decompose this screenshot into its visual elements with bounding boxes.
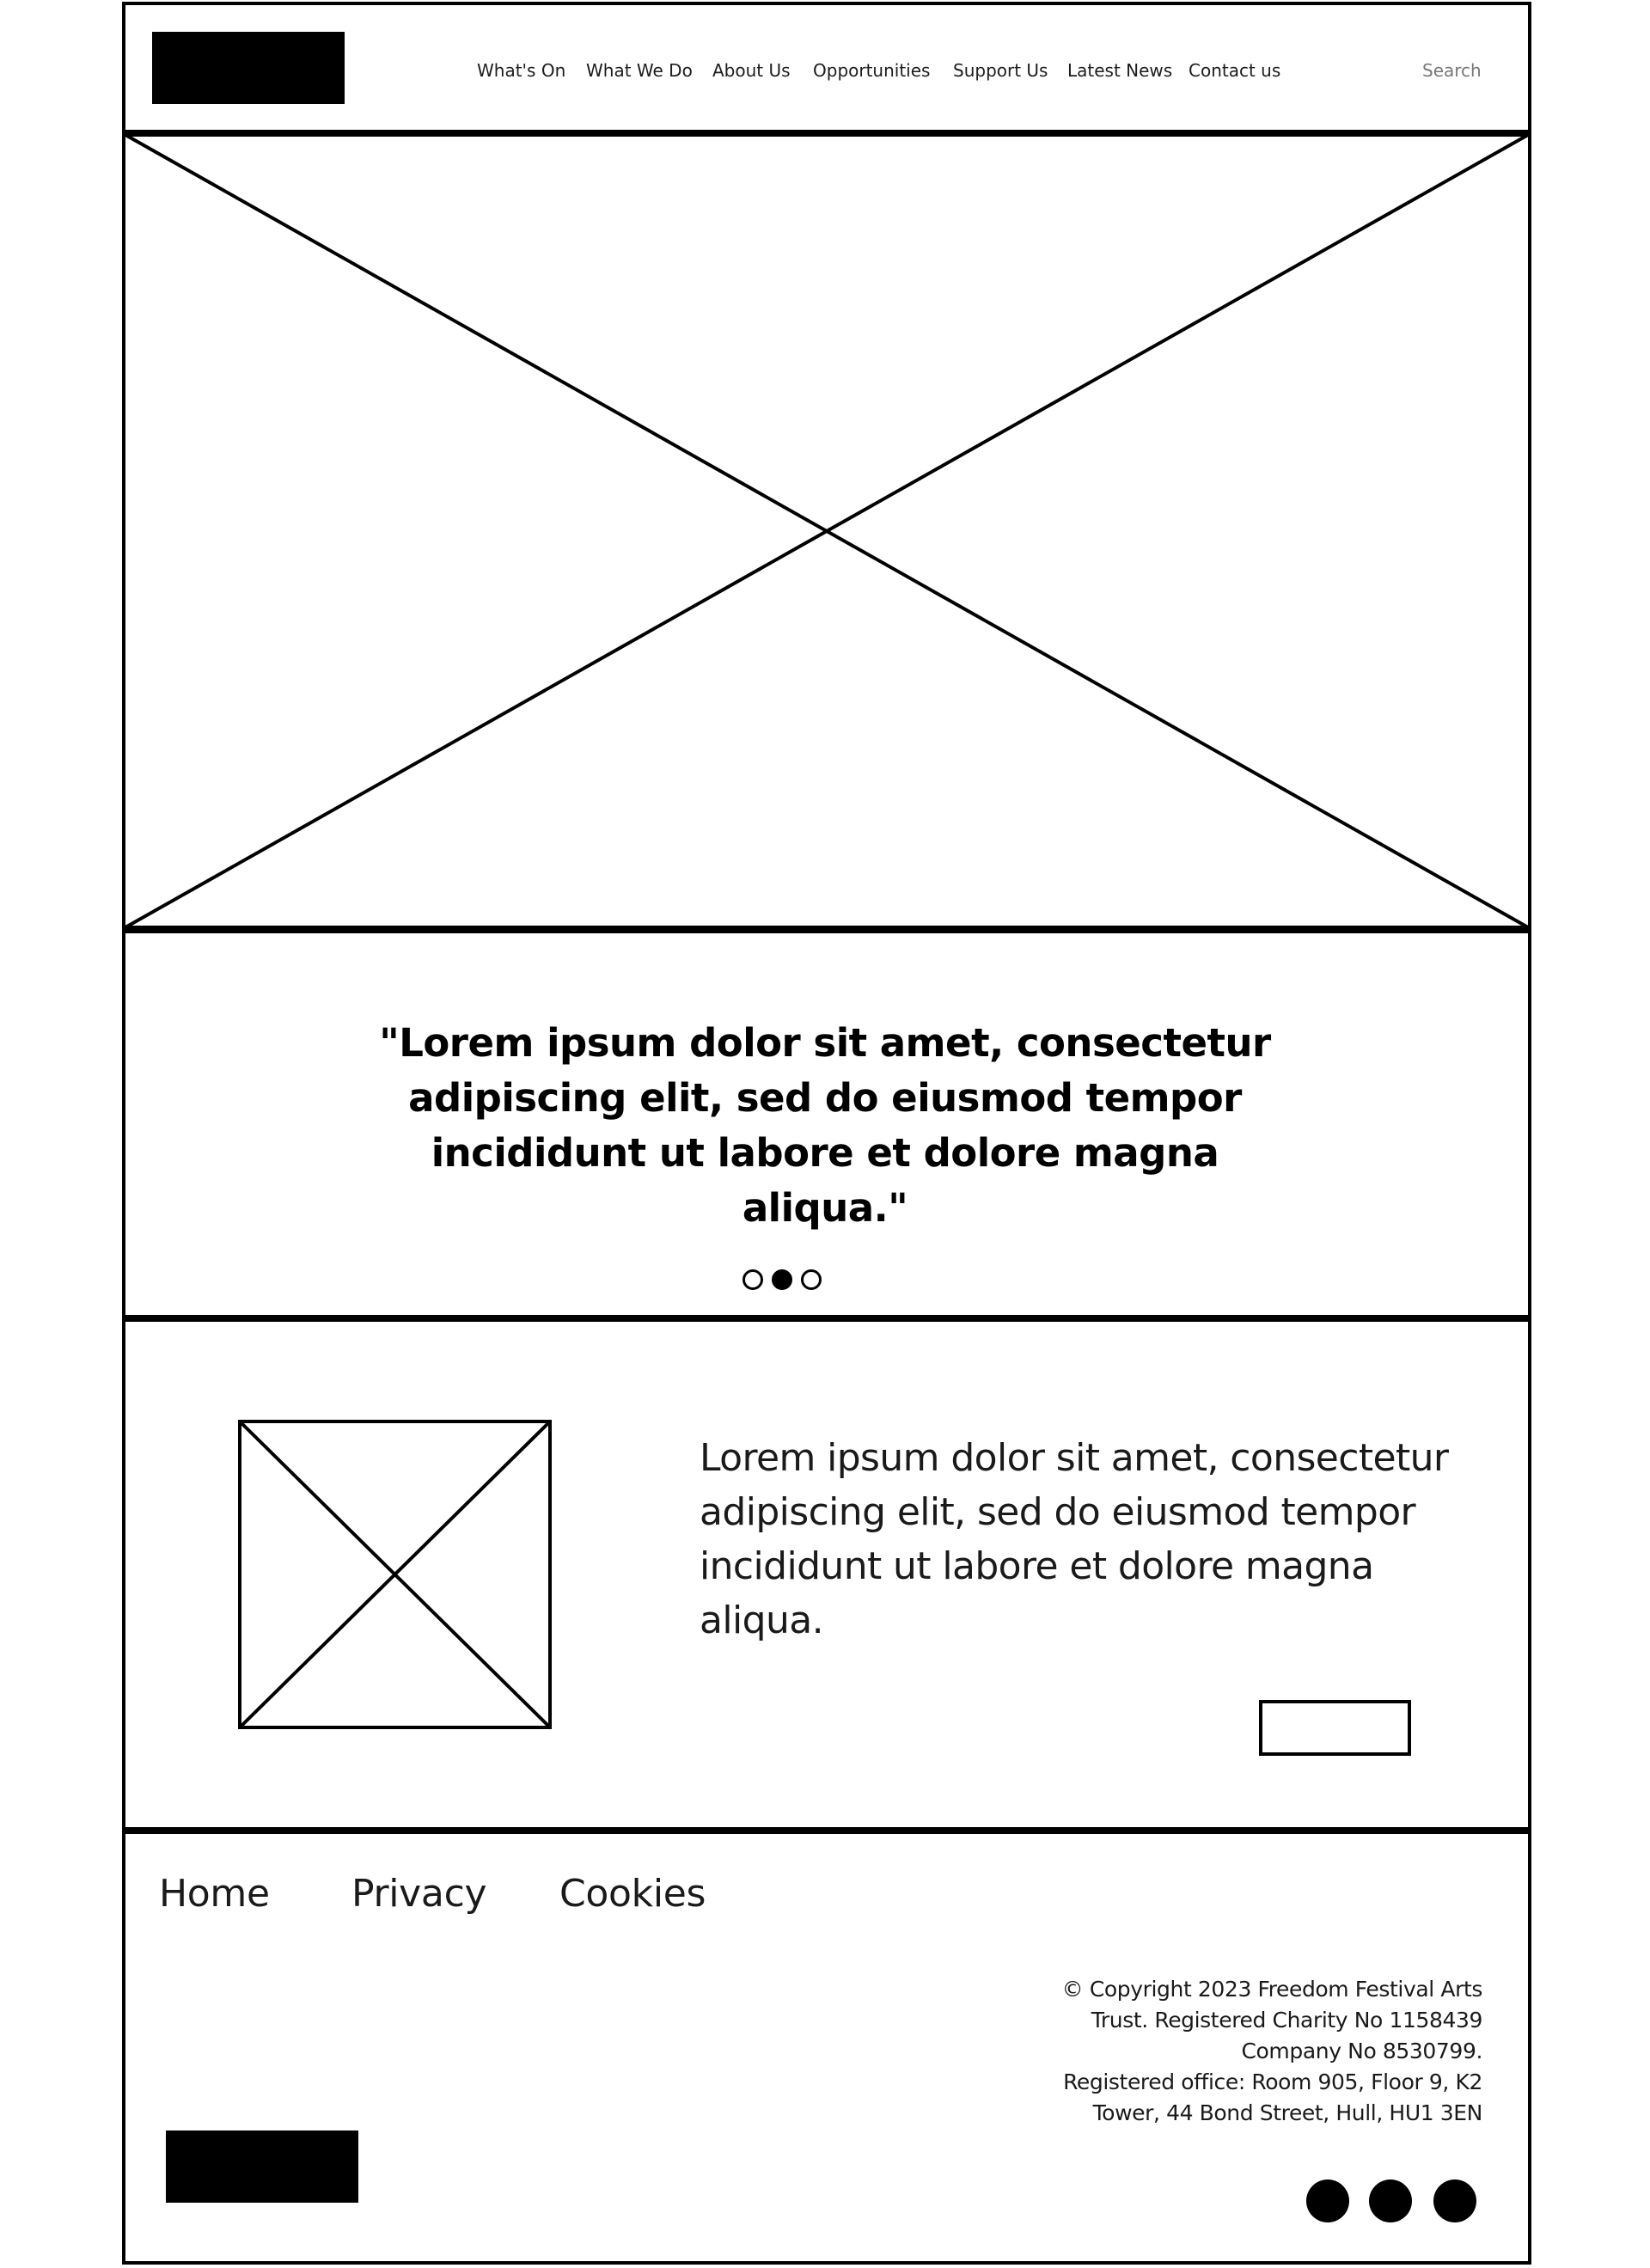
carousel-pagination	[742, 1269, 822, 1290]
copyright-line: © Copyright 2023 Freedom Festival Arts	[1061, 1977, 1482, 2002]
feature-button[interactable]	[1259, 1700, 1411, 1756]
carousel-dot-2-active[interactable]	[772, 1269, 792, 1290]
site-logo[interactable]	[152, 32, 345, 104]
nav-item-about-us[interactable]: About Us	[712, 60, 791, 81]
copyright-notice	[1018, 1974, 1482, 2129]
copyright-line: Company No 8530799.	[1241, 2039, 1482, 2063]
hero-image-cross	[122, 133, 1531, 929]
nav-item-whats-on[interactable]: What's On	[477, 60, 566, 81]
footer-link-privacy[interactable]: Privacy	[351, 1872, 487, 1916]
social-icon-1[interactable]	[1306, 2179, 1349, 2222]
feature-image-cross	[238, 1420, 552, 1729]
nav-item-support-us[interactable]: Support Us	[953, 60, 1048, 81]
nav-item-latest-news[interactable]: Latest News	[1067, 60, 1173, 81]
social-icon-3[interactable]	[1433, 2179, 1476, 2222]
feature-image-placeholder	[238, 1420, 552, 1729]
social-icon-2[interactable]	[1369, 2179, 1412, 2222]
feature-divider	[122, 1827, 1531, 1834]
footer-logo[interactable]	[166, 2130, 358, 2203]
hero-divider	[122, 926, 1531, 933]
nav-item-opportunities[interactable]: Opportunities	[813, 60, 931, 81]
hero-image-placeholder	[122, 133, 1531, 929]
testimonial-divider	[122, 1315, 1531, 1322]
carousel-dot-1[interactable]	[742, 1269, 763, 1290]
search-input[interactable]	[1422, 58, 1491, 83]
copyright-line: Tower, 44 Bond Street, Hull, HU1 3EN	[1092, 2100, 1482, 2125]
footer-link-home[interactable]: Home	[159, 1872, 270, 1916]
copyright-line: Registered office: Room 905, Floor 9, K2	[1063, 2069, 1482, 2094]
copyright-line: Trust. Registered Charity No 1158439	[1091, 2008, 1482, 2033]
nav-item-what-we-do[interactable]: What We Do	[586, 60, 693, 81]
nav-item-contact-us[interactable]: Contact us	[1189, 60, 1281, 81]
carousel-dot-3[interactable]	[801, 1269, 822, 1290]
testimonial-quote: "Lorem ipsum dolor sit amet, consectetur adipiscing elit, sed do eiusmod tempor incididunt ut labore et dolore magna aliqua."	[379, 1020, 1271, 1231]
footer-link-cookies[interactable]: Cookies	[559, 1872, 706, 1916]
feature-text: Lorem ipsum dolor sit amet, consectetur adipiscing elit, sed do eiusmod tempor incididunt ut labore et dolore magna aliqua.	[700, 1436, 1449, 1642]
